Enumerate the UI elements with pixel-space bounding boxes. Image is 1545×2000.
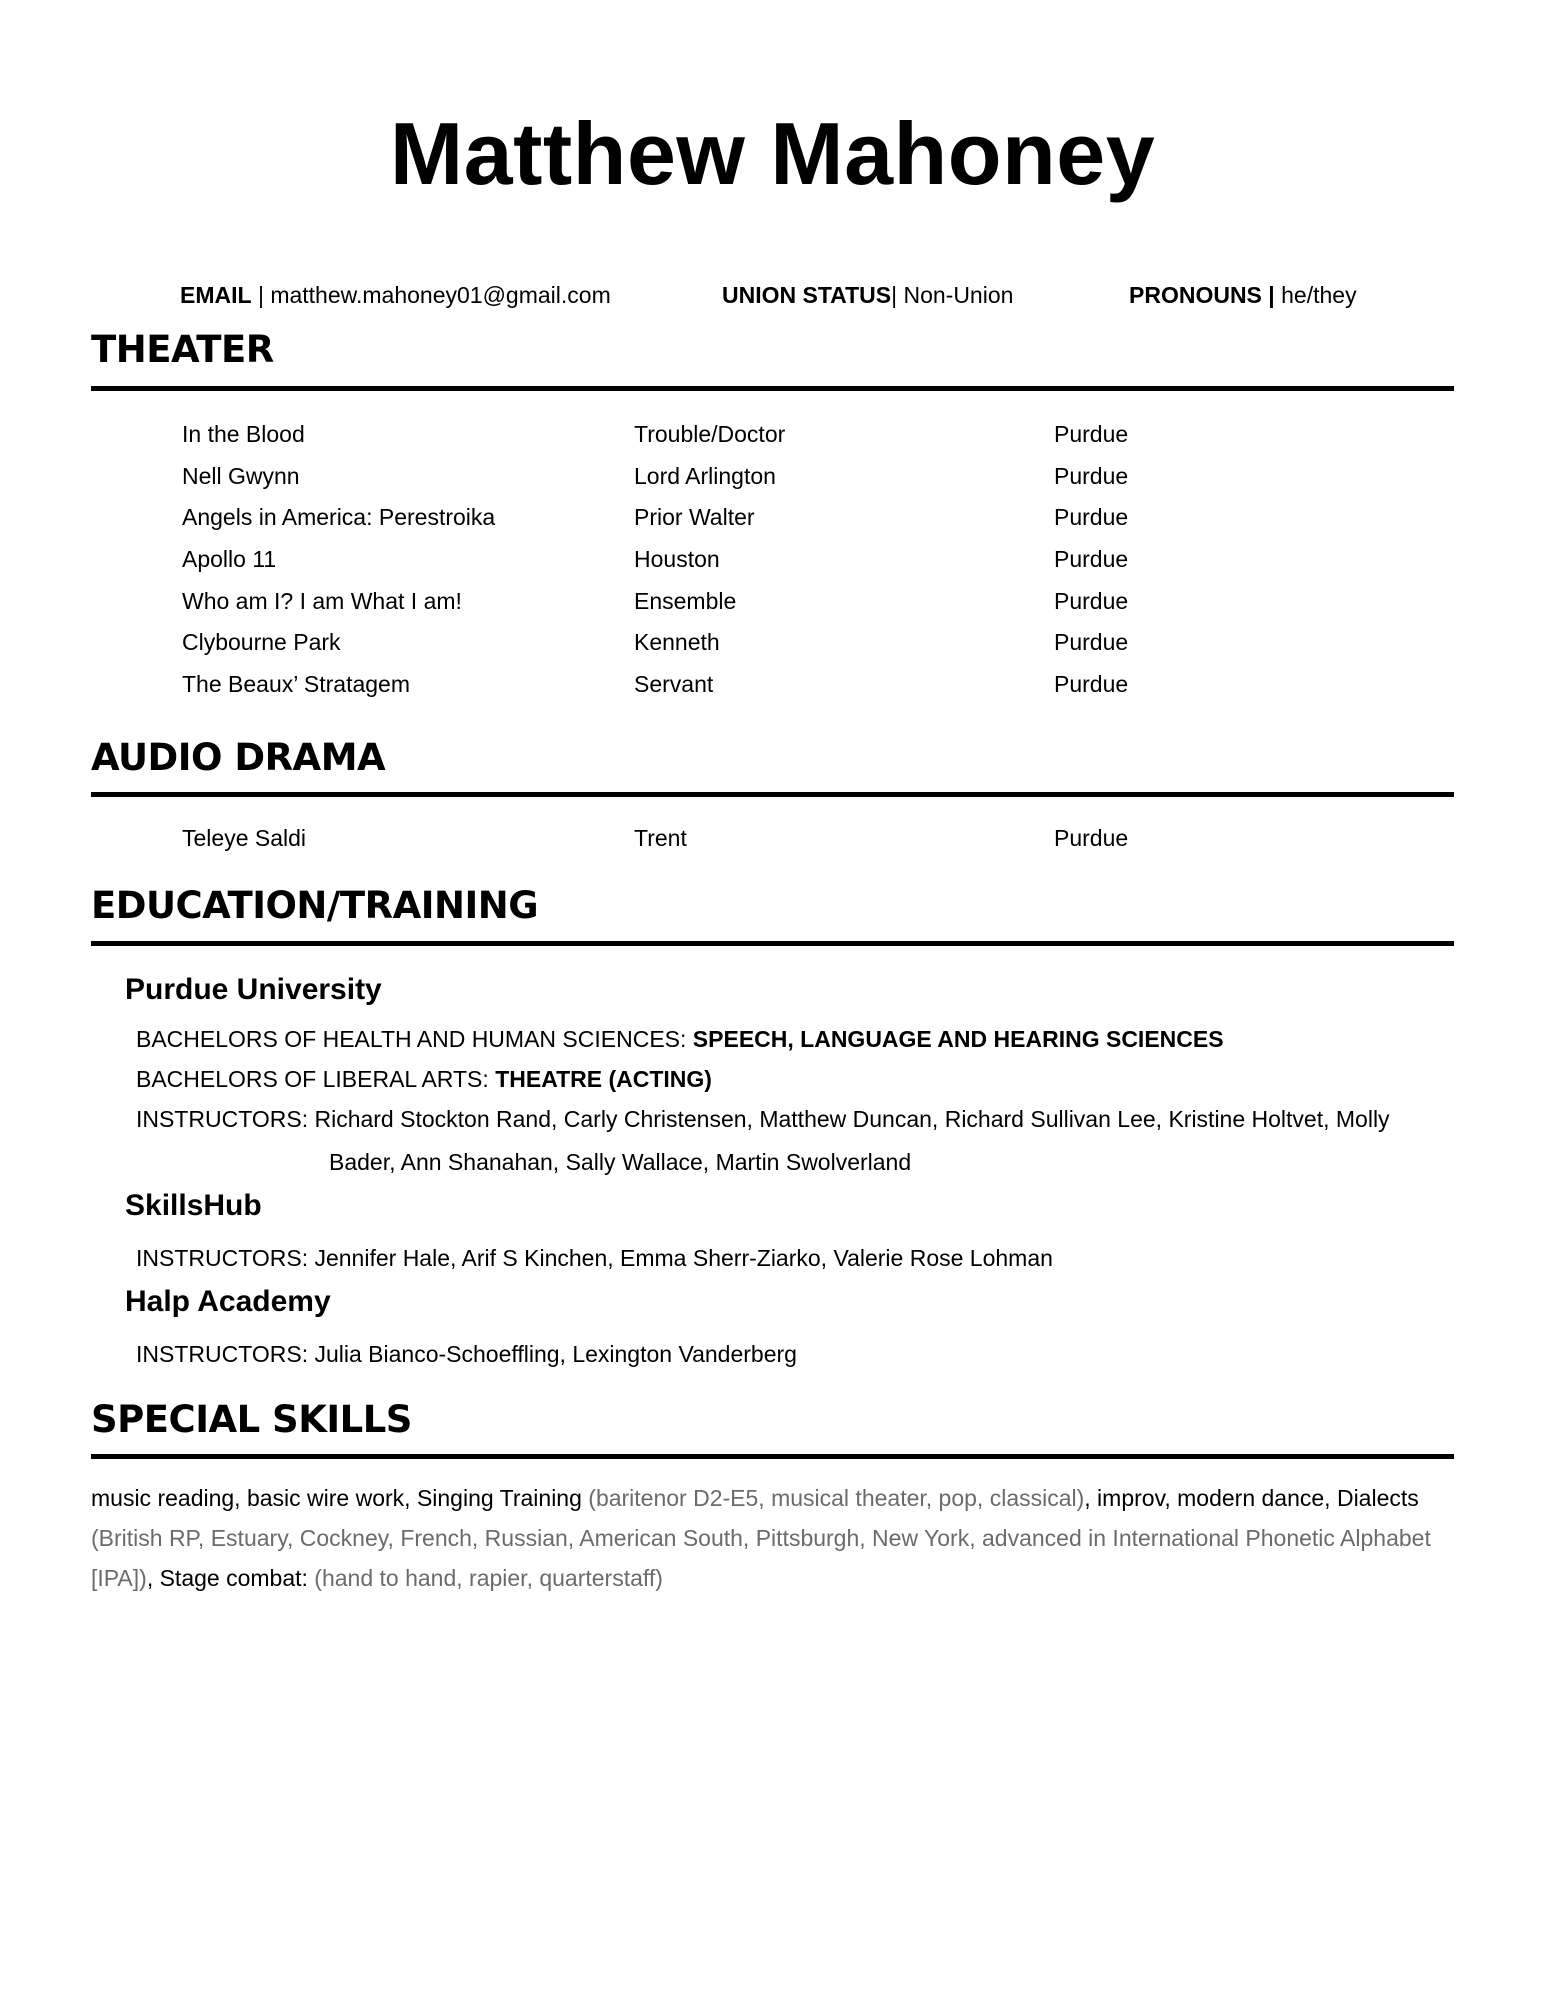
degree-major: THEATRE (ACTING) [495,1066,712,1092]
section-title-theater: THEATER [91,328,274,371]
credit-role: Houston [634,546,720,572]
skills-text: music reading, basic wire work, Singing Training [91,1485,589,1511]
skills-detail: (hand to hand, rapier, quarterstaff) [314,1565,663,1591]
degree-label: BACHELORS OF HEALTH AND HUMAN SCIENCES: [136,1026,693,1052]
credit-role: Servant [634,671,714,697]
skills-detail: (baritenor D2-E5, musical theater, pop, classical) [588,1485,1085,1511]
section-divider [91,792,1454,797]
credit-venue: Purdue [1054,504,1129,530]
school-name-skillshub: SkillsHub [125,1189,262,1222]
degree-line [136,1064,712,1094]
credit-title: Teleye Saldi [182,825,307,851]
credit-row [0,585,1545,617]
instructors-line: INSTRUCTORS: Julia Bianco-Schoeffling, Lexington Vanderberg [136,1341,797,1367]
email-value: matthew.mahoney01@gmail.com [270,282,611,308]
credit-venue: Purdue [1054,629,1129,655]
credit-title: Apollo 11 [182,546,277,572]
skills-text: , Stage combat: [146,1565,315,1591]
credit-title: Who am I? I am What I am! [182,588,462,614]
credit-row [0,822,1545,854]
instructors-line-continued: Bader, Ann Shanahan, Sally Wallace, Martin Swolverland [329,1149,912,1175]
section-title-special-skills: SPECIAL SKILLS [91,1398,412,1441]
special-skills-text [91,1478,1466,1598]
credit-role: Lord Arlington [634,463,776,489]
credit-row [0,543,1545,575]
degree-major: SPEECH, LANGUAGE AND HEARING SCIENCES [692,1026,1224,1052]
contact-pronouns [1129,281,1357,309]
instructors-line: INSTRUCTORS: Jennifer Hale, Arif S Kinchen, Emma Sherr-Ziarko, Valerie Rose Lohman [136,1245,1053,1271]
credit-role: Ensemble [634,588,737,614]
pronouns-label: PRONOUNS | [1129,282,1275,308]
contact-email [180,281,611,309]
school-name-halp-academy: Halp Academy [125,1285,331,1318]
credit-venue: Purdue [1054,588,1129,614]
credit-role: Trouble/Doctor [634,421,786,447]
credit-venue: Purdue [1054,546,1129,572]
union-status-value: Non-Union [903,282,1014,308]
page-title: Matthew Mahoney [389,104,1156,203]
degree-line [136,1024,1224,1054]
section-divider [91,1454,1454,1459]
credit-row [0,418,1545,450]
credit-title: Angels in America: Perestroika [182,504,496,530]
credit-role: Kenneth [634,629,720,655]
credit-title: The Beaux’ Stratagem [182,671,410,697]
union-status-label: UNION STATUS [722,282,892,308]
credit-row [0,501,1545,533]
credit-row [0,668,1545,700]
school-name-purdue: Purdue University [125,973,382,1006]
credit-venue: Purdue [1054,825,1129,851]
union-status-separator: | [891,282,904,308]
email-separator: | [251,282,271,308]
credit-title: In the Blood [182,421,305,447]
credit-venue: Purdue [1054,463,1129,489]
pronouns-value: he/they [1274,282,1357,308]
instructors-line: INSTRUCTORS: Richard Stockton Rand, Carly Christensen, Matthew Duncan, Richard Sullivan Lee, Kristine Holtvet, Molly [136,1106,1390,1132]
credit-venue: Purdue [1054,421,1129,447]
credit-row [0,460,1545,492]
skills-text: , improv, modern dance, Dialects [1084,1485,1419,1511]
credit-title: Nell Gwynn [182,463,300,489]
degree-label: BACHELORS OF LIBERAL ARTS: [136,1066,496,1092]
section-divider [91,941,1454,946]
credit-title: Clybourne Park [182,629,341,655]
skills-detail: (British RP, Estuary, Cockney, French, Russian, American South, Pittsburgh, New York, advanced in International Phonetic Alphabet [IPA]) [91,1525,1431,1591]
section-title-education: EDUCATION/TRAINING [91,884,539,927]
contact-union-status [722,281,1013,309]
credit-role: Prior Walter [634,504,755,530]
section-divider [91,386,1454,391]
section-title-audio-drama: AUDIO DRAMA [91,736,386,779]
credit-role: Trent [634,825,687,851]
email-label: EMAIL [180,282,252,308]
credit-venue: Purdue [1054,671,1129,697]
credit-row [0,626,1545,658]
